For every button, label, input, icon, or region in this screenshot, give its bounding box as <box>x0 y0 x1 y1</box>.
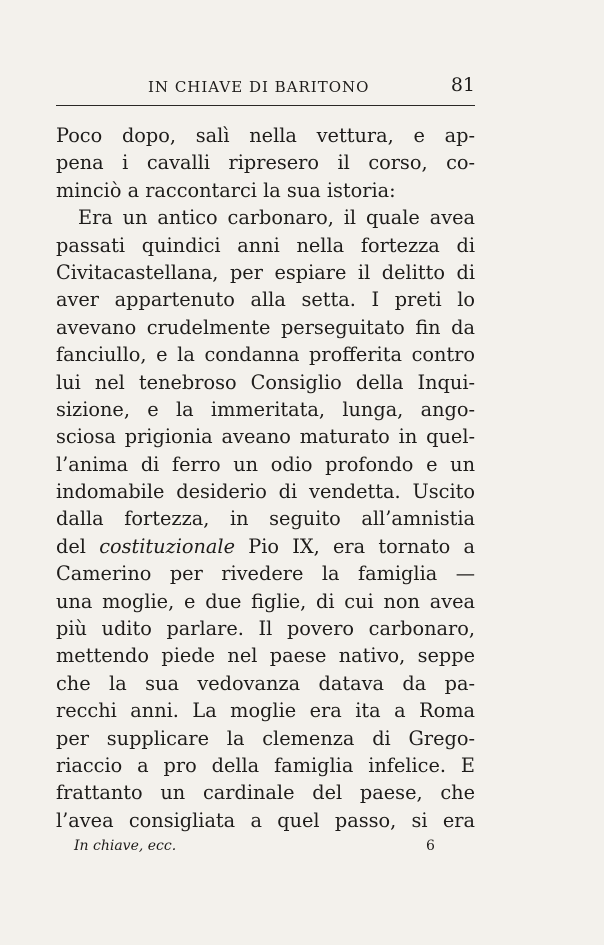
signature-mark: 6 <box>426 838 435 854</box>
text-line: sizione, e la immeritata, lunga, ango- <box>56 397 475 421</box>
text-line: frattanto un cardinale del paese, che <box>56 781 475 805</box>
text-line: l’avea consigliata a quel passo, si era <box>56 808 475 832</box>
text-line: aver appartenuto alla setta. I preti lo <box>56 288 475 312</box>
text-line: più udito parlare. Il povero carbonaro, <box>56 617 475 641</box>
text-line: minciò a raccontarci la sua istoria: <box>56 178 396 202</box>
text-line: pena i cavalli ripresero il corso, co- <box>56 151 475 175</box>
text-line: dalla fortezza, in seguito all’amnistia <box>56 507 475 531</box>
text-line: lui nel tenebroso Consiglio della Inqui- <box>56 370 475 394</box>
text-line: indomabile desiderio di vendetta. Uscito <box>56 480 475 504</box>
text-line: Civitacastellana, per espiare il delitto di <box>56 260 475 284</box>
text-line: Poco dopo, salì nella vettura, e ap- <box>56 124 475 147</box>
body-text <box>56 122 475 834</box>
text-segment: Pio IX, era tornato a <box>248 534 475 558</box>
running-head-title: IN CHIAVE DI BARITONO <box>148 78 370 96</box>
text-line: Camerino per rivedere la famiglia — <box>56 562 475 586</box>
text-segment: del <box>56 534 86 558</box>
text-line: recchi anni. La moglie era ita a Roma <box>56 699 475 723</box>
text-line: passati quindici anni nella fortezza di <box>56 233 475 257</box>
page-footer <box>56 838 475 860</box>
signature-line: In chiave, ecc. <box>74 838 177 854</box>
text-line: fanciullo, e la condanna profferita contro <box>56 343 475 367</box>
text-line: che la sua vedovanza datava da pa- <box>56 671 475 695</box>
text-line: Era un antico carbonaro, il quale avea <box>78 206 475 230</box>
running-head <box>56 74 475 102</box>
header-rule <box>56 105 475 106</box>
text-line: per supplicare la clemenza di Grego- <box>56 726 475 750</box>
text-line: l’anima di ferro un odio profondo e un <box>56 452 475 476</box>
text-line <box>56 533 475 560</box>
page-number: 81 <box>450 74 475 96</box>
text-line: sciosa prigionia aveano maturato in quel- <box>56 425 475 449</box>
text-line: una moglie, e due figlie, di cui non avea <box>56 589 475 613</box>
text-line: riaccio a pro della famiglia infelice. E <box>56 753 475 777</box>
text-line: avevano crudelmente perseguitato fin da <box>56 315 475 339</box>
text-line: mettendo piede nel paese nativo, seppe <box>56 644 475 668</box>
italic-word: costituzionale <box>99 534 235 558</box>
